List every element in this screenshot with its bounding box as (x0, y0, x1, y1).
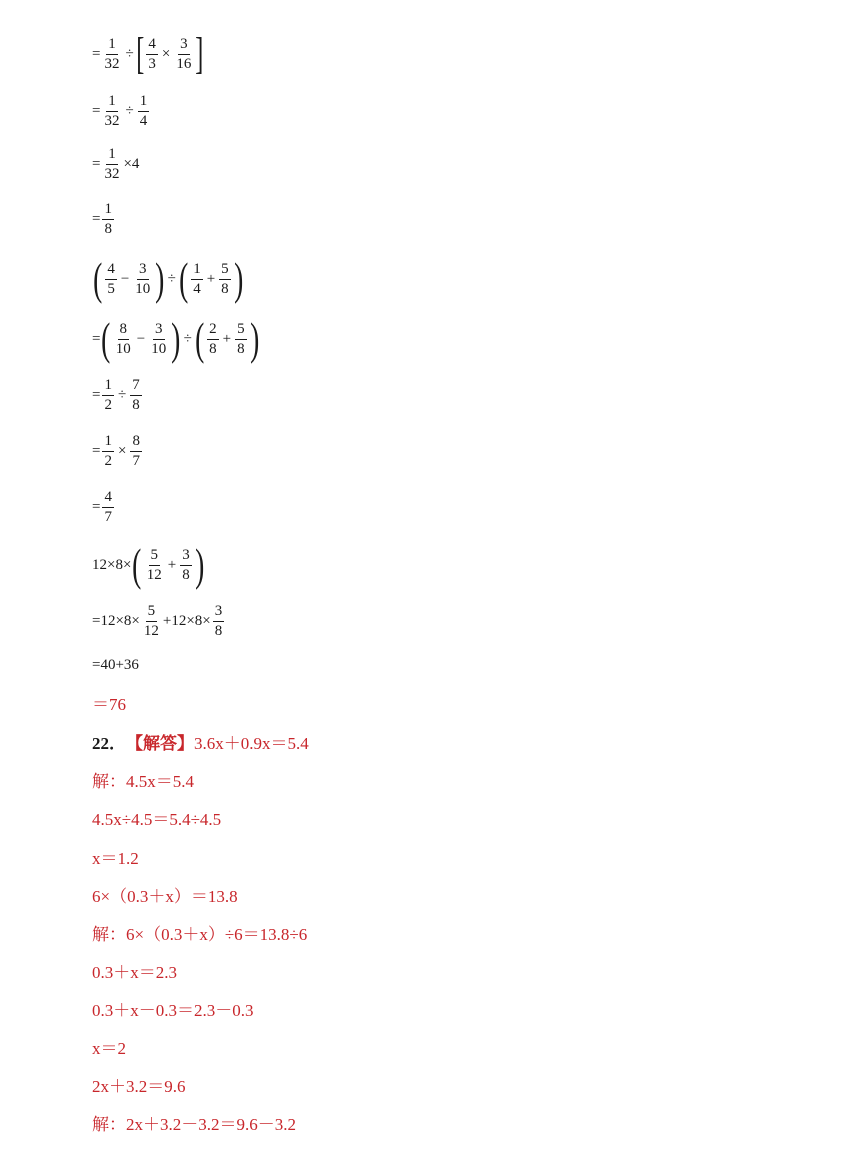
answer-line (92, 690, 126, 715)
answer-line (92, 1110, 296, 1135)
denominator: 32 (104, 166, 120, 182)
answer-text: 解：4.5x＝5.4 (92, 772, 194, 791)
numerator: 3 (153, 320, 165, 340)
fraction (207, 320, 219, 359)
step-12 (92, 657, 139, 674)
operator: + (167, 556, 177, 573)
denominator: 12 (146, 566, 162, 583)
fraction (130, 376, 142, 415)
expression-text: +12×8× (162, 613, 211, 629)
answer-text: ＝76 (92, 695, 126, 714)
operator: + (206, 270, 216, 287)
left-paren: ( (132, 539, 142, 590)
denominator: 8 (132, 397, 140, 413)
denominator: 16 (176, 55, 192, 72)
denominator: 5 (107, 280, 115, 297)
operator: ÷ (167, 270, 176, 287)
question-22-header (92, 729, 309, 754)
fraction (149, 320, 168, 359)
step-9 (92, 488, 116, 527)
fraction (142, 602, 161, 641)
answer-text: 2x＋3.2＝9.6 (92, 1077, 186, 1096)
denominator: 8 (237, 340, 245, 357)
numerator: 4 (146, 35, 158, 55)
numerator: 4 (105, 260, 117, 280)
step-4 (92, 200, 116, 239)
left-paren: ( (194, 313, 205, 364)
answer-text: 4.5x÷4.5＝5.4÷4.5 (92, 810, 222, 829)
denominator: 2 (104, 397, 112, 413)
denominator: 8 (182, 566, 190, 583)
equals-sign: = (92, 103, 101, 119)
numerator: 5 (235, 320, 247, 340)
expression-text: ×4 (123, 156, 140, 172)
numerator: 4 (102, 488, 114, 508)
step-5 (92, 253, 244, 304)
operator: ÷ (125, 45, 134, 62)
fraction (102, 145, 121, 184)
denominator: 8 (209, 340, 217, 357)
operator: − (120, 270, 130, 287)
fraction (219, 260, 231, 299)
operator: ÷ (125, 103, 134, 119)
fraction (114, 320, 133, 359)
equation: 3.6x＋0.9x＝5.4 (194, 734, 309, 753)
numerator: 1 (138, 92, 150, 112)
answer-tag: 【解答】 (126, 734, 194, 753)
answer-line (92, 920, 307, 945)
numerator: 3 (213, 602, 225, 622)
left-paren: ( (178, 253, 189, 304)
answer-text: 0.3＋x＝2.3 (92, 963, 177, 982)
numerator: 5 (149, 546, 161, 566)
answer-line (92, 1072, 186, 1097)
numerator: 1 (106, 145, 118, 165)
fraction (235, 320, 247, 359)
numerator: 1 (102, 376, 114, 396)
right-paren: ) (171, 313, 181, 364)
numerator: 1 (106, 35, 118, 55)
fraction (191, 260, 203, 299)
left-paren: ( (93, 253, 103, 304)
fraction (105, 260, 117, 299)
right-paren: ) (249, 313, 259, 364)
answer-line (92, 958, 177, 983)
numerator: 8 (130, 432, 142, 452)
fraction (213, 602, 225, 641)
equals-sign: = (92, 45, 101, 62)
answer-text: 解：2x＋3.2－3.2＝9.6－3.2 (92, 1115, 296, 1134)
operator: × (117, 443, 127, 459)
fraction (102, 432, 114, 471)
denominator: 4 (193, 280, 201, 297)
equals-sign: = (92, 443, 101, 459)
expression-text: 12×8× (92, 556, 132, 573)
right-paren: ) (233, 253, 243, 304)
denominator: 7 (132, 453, 140, 469)
denominator: 32 (104, 113, 120, 129)
numerator: 3 (178, 35, 190, 55)
numerator: 5 (146, 602, 158, 622)
fraction (102, 488, 114, 527)
answer-line (92, 767, 194, 792)
fraction (145, 546, 164, 585)
step-7 (92, 376, 144, 415)
step-8 (92, 432, 144, 471)
step-3 (92, 145, 139, 184)
numerator: 1 (106, 92, 118, 112)
step-2 (92, 92, 151, 131)
expression-text: =12×8× (92, 613, 140, 629)
equals-sign: = (92, 499, 101, 515)
fraction (102, 92, 121, 131)
equals-sign: = (92, 156, 101, 172)
answer-text: x＝1.2 (92, 849, 139, 868)
fraction (146, 35, 158, 74)
fraction (138, 92, 150, 131)
answer-text: 6×（0.3＋x）＝13.8 (92, 887, 238, 906)
fraction (174, 35, 193, 74)
denominator: 8 (214, 623, 223, 639)
fraction (180, 546, 192, 585)
denominator: 10 (151, 340, 167, 357)
fraction (102, 376, 114, 415)
numerator: 8 (118, 320, 130, 340)
denominator: 8 (104, 221, 112, 237)
operator: × (161, 45, 171, 62)
denominator: 10 (135, 280, 151, 297)
operator: + (222, 330, 232, 347)
right-bracket: ] (195, 29, 204, 78)
step-11 (92, 602, 226, 641)
question-number: 22． (92, 734, 126, 753)
equals-sign: = (92, 387, 101, 403)
expression-text: =40+36 (92, 657, 139, 673)
fraction (102, 200, 114, 239)
fraction (102, 35, 121, 74)
answer-line (92, 805, 221, 830)
numerator: 7 (130, 376, 142, 396)
fraction (130, 432, 142, 471)
numerator: 1 (102, 200, 114, 220)
numerator: 1 (102, 432, 114, 452)
numerator: 3 (180, 546, 192, 566)
operator: − (136, 330, 146, 347)
operator: ÷ (117, 387, 127, 403)
right-paren: ) (194, 539, 204, 590)
denominator: 12 (143, 623, 159, 639)
numerator: 2 (207, 320, 219, 340)
left-paren: ( (101, 313, 111, 364)
denominator: 4 (139, 113, 148, 129)
step-1 (92, 29, 204, 78)
denominator: 8 (221, 280, 229, 297)
denominator: 7 (104, 509, 112, 525)
denominator: 10 (115, 340, 131, 357)
step-10 (92, 539, 205, 590)
operator: ÷ (183, 330, 192, 347)
numerator: 1 (191, 260, 203, 280)
equals-sign: = (92, 211, 101, 227)
answer-line (92, 1034, 126, 1059)
answer-text: 0.3＋x－0.3＝2.3－0.3 (92, 1001, 254, 1020)
numerator: 3 (137, 260, 149, 280)
right-paren: ) (155, 253, 165, 304)
answer-line (92, 882, 238, 907)
answer-text: 解：6×（0.3＋x）÷6＝13.8÷6 (92, 925, 308, 944)
denominator: 32 (104, 55, 120, 72)
fraction (133, 260, 152, 299)
answer-line (92, 844, 139, 869)
numerator: 5 (219, 260, 231, 280)
left-bracket: [ (136, 29, 145, 78)
answer-line (92, 996, 254, 1021)
step-6 (92, 313, 260, 364)
denominator: 2 (104, 453, 112, 469)
equals-sign: = (92, 330, 101, 347)
answer-text: x＝2 (92, 1039, 126, 1058)
denominator: 3 (148, 55, 156, 72)
